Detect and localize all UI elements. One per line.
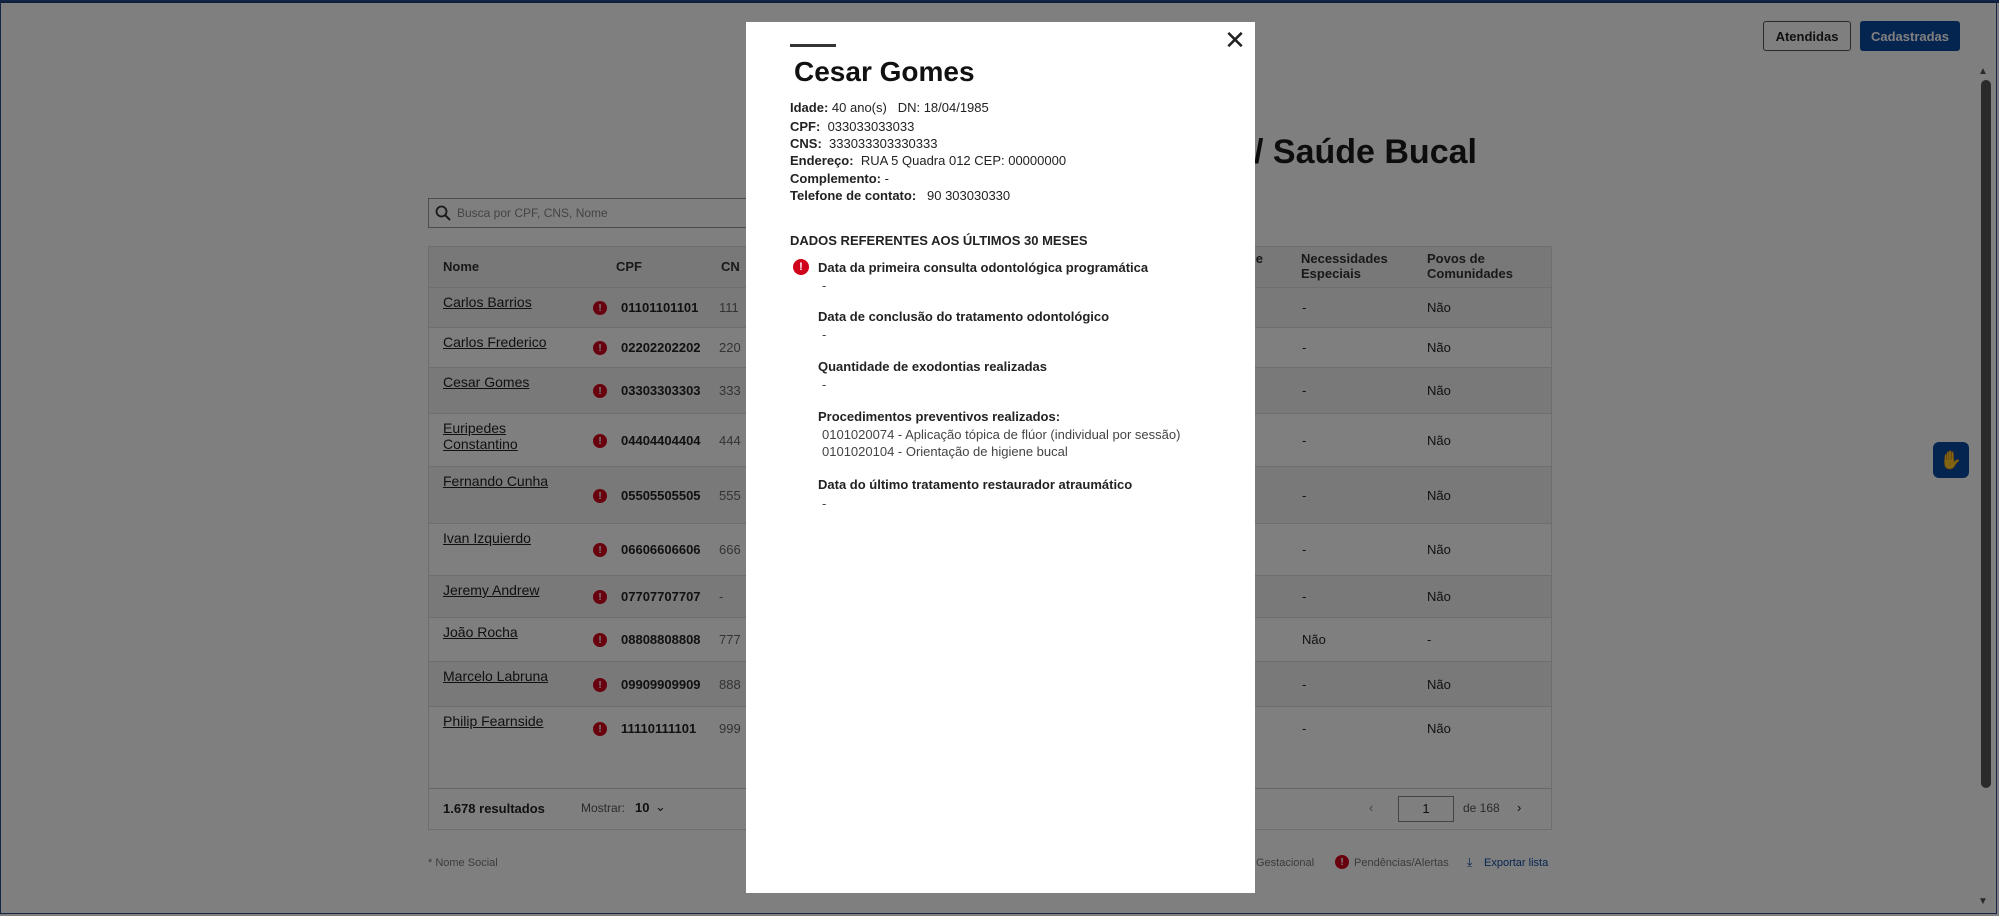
item-value: - — [822, 278, 827, 293]
idade-line — [790, 100, 989, 115]
cns-line — [790, 136, 937, 151]
endereco-label: Endereço: — [790, 153, 854, 168]
complemento-value: - — [884, 171, 889, 186]
item-title: Quantidade de exodontias realizadas — [818, 359, 1048, 374]
cns-value: 333033303330333 — [829, 136, 938, 151]
telefone-label: Telefone de contato: — [790, 188, 917, 203]
idade-value: 40 ano(s) — [831, 100, 887, 115]
section-title: DADOS REFERENTES AOS ÚLTIMOS 30 MESES — [790, 233, 1088, 248]
item-value: - — [822, 377, 827, 392]
title-accent-bar — [790, 44, 836, 47]
item-title: Data de conclusão do tratamento odontológico — [818, 309, 1110, 324]
cns-label: CNS: — [790, 136, 822, 151]
item-title: Data da primeira consulta odontológica programática — [818, 260, 1149, 275]
cpf-value: 033033033033 — [827, 119, 915, 134]
patient-modal — [746, 22, 1255, 893]
telefone-value: 90 303030330 — [927, 188, 1011, 203]
dn-value: DN: 18/04/1985 — [897, 100, 989, 115]
endereco-value: RUA 5 Quadra 012 CEP: 00000000 — [860, 153, 1067, 168]
item-title: Data do último tratamento restaurador atraumático — [818, 477, 1133, 492]
endereco-line — [790, 153, 1066, 168]
close-icon[interactable]: ✕ — [1224, 25, 1246, 55]
cpf-label: CPF: — [790, 119, 821, 134]
item-value: 0101020074 - Aplicação tópica de flúor (individual por sessão) — [822, 427, 1181, 442]
item-value: - — [822, 496, 827, 511]
item-value: - — [822, 327, 827, 342]
idade-label: Idade: — [790, 100, 829, 115]
patient-name: Cesar Gomes — [794, 56, 975, 87]
complemento-label: Complemento: — [790, 171, 881, 186]
alert-icon: ! — [793, 259, 809, 275]
complemento-line — [790, 171, 889, 186]
telefone-line — [790, 188, 1010, 203]
item-title: Procedimentos preventivos realizados: — [818, 409, 1061, 424]
cpf-line — [790, 119, 914, 134]
item-value: 0101020104 - Orientação de higiene bucal — [822, 444, 1068, 459]
